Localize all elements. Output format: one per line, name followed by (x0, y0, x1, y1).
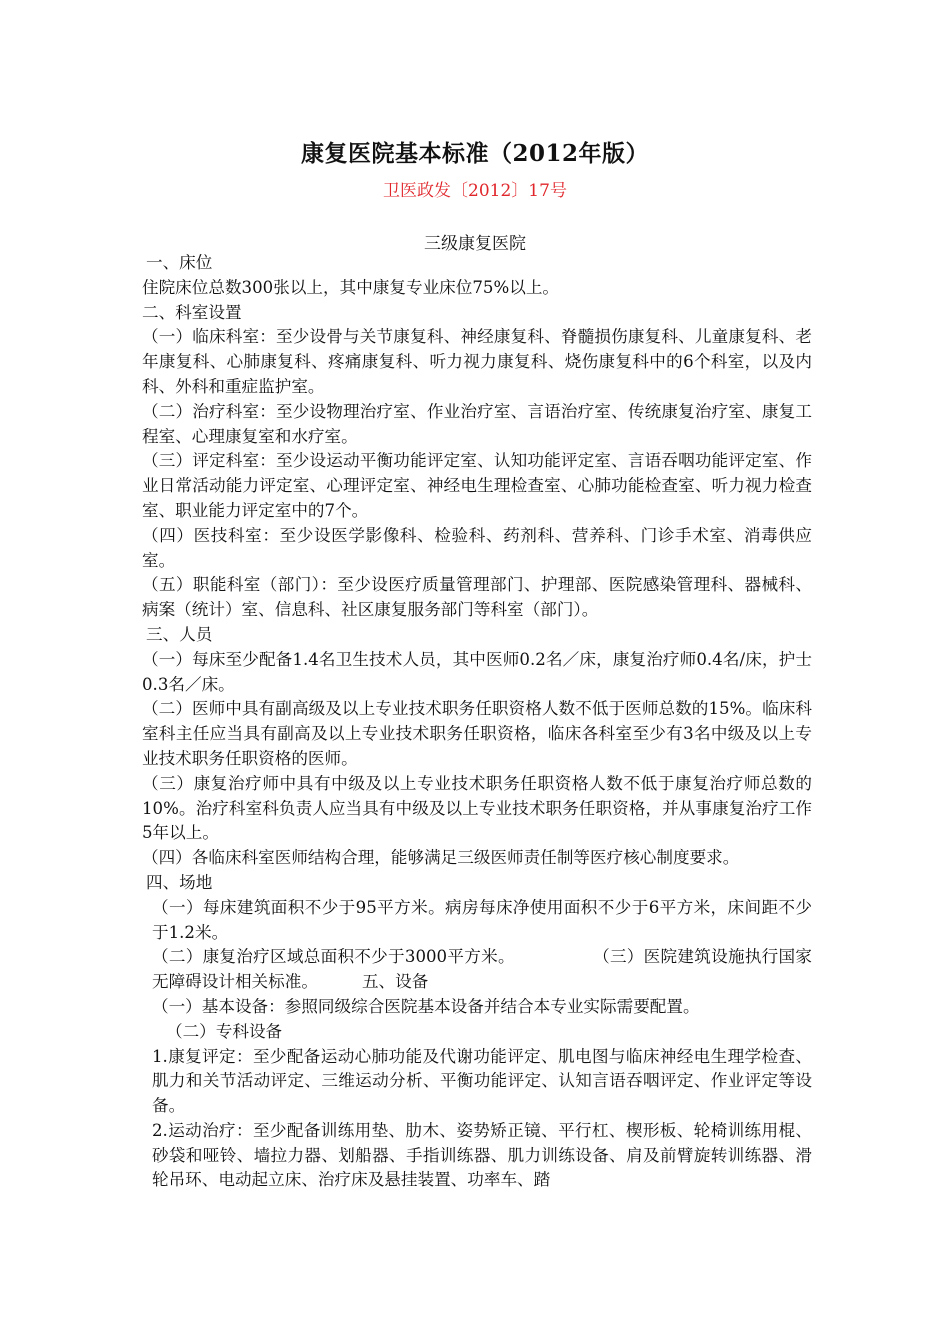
paragraph: （一）每床至少配备1.4名卫生技术人员，其中医师0.2名／床，康复治疗师0.4名/床，护士0.3名／床。 (142, 649, 812, 694)
paragraph: 2.运动治疗：至少配备训练用垫、肋木、姿势矫正镜、平行杠、楔形板、轮椅训练用棍、砂袋和哑铃、墙拉力器、划船器、手指训练器、肌力训练设备、肩及前臂旋转训练器、滑轮吊环、电动起立床、治疗床及悬挂装置、功率车、踏 (152, 1120, 812, 1190)
heading-departments: 二、科室设置 (142, 302, 242, 322)
heading-beds: 一、床位 (146, 253, 213, 272)
paragraph: （三）康复治疗师中具有中级及以上专业技术职务任职资格人数不低于康复治疗师总数的10%。治疗科室科负责人应当具有中级及以上专业技术职务任职资格，并从事康复治疗工作5年以上。 (142, 773, 812, 843)
paragraph: （二）治疗科室：至少设物理治疗室、作业治疗室、言语治疗室、传统康复治疗室、康复工程室、心理康复室和水疗室。 (142, 401, 812, 446)
paragraph: （四）医技科室：至少设医学影像科、检验科、药剂科、营养科、门诊手术室、消毒供应室。 (142, 525, 812, 570)
document-body (142, 251, 812, 1193)
paragraph: 1.康复评定：至少配备运动心肺功能及代谢功能评定、肌电图与临床神经电生理学检查、肌力和关节活动评定、三维运动分析、平衡功能评定、认知言语吞咽评定、作业评定等设备。 (152, 1046, 812, 1116)
heading-personnel: 三、人员 (146, 624, 213, 644)
paragraph: （一）每床建筑面积不少于95平方米。病房每床净使用面积不少于6平方米，床间距不少于1.2米。 (152, 897, 812, 942)
heading-equipment: 五、设备 (361, 972, 429, 992)
paragraph (142, 945, 812, 995)
paragraph-part: （三）医院建筑设施执行国家无障碍设计相关标准。 (152, 947, 812, 992)
paragraph: （四）各临床科室医师结构合理，能够满足三级医师责任制等医疗核心制度要求。 (142, 848, 740, 868)
document-title: 康复医院基本标准（2012年版） (300, 140, 649, 167)
paragraph: （二）专科设备 (166, 1021, 283, 1041)
paragraph: （五）职能科室（部门）：至少设医疗质量管理部门、护理部、医院感染管理科、器械科、病案（统计）室、信息科、社区康复服务部门等科室（部门）。 (142, 575, 812, 620)
paragraph: （一）临床科室：至少设骨与关节康复科、神经康复科、脊髓损伤康复科、儿童康复科、老年康复科、心肺康复科、疼痛康复科、听力视力康复科、烧伤康复科中的6个科室，以及内科、外科和重症监护室。 (142, 327, 812, 396)
document-number: 卫医政发〔2012〕17号 (383, 181, 567, 201)
paragraph: 住院床位总数300张以上，其中康复专业床位75%以上。 (142, 277, 560, 297)
paragraph: （三）评定科室：至少设运动平衡功能评定室、认知功能评定室、言语吞咽功能评定室、作业日常活动能力评定室、心理评定室、神经电生理检查室、心肺功能检查室、听力视力检查室、职业能力评定室中的7个。 (142, 451, 812, 520)
paragraph-part: （二）康复治疗区域总面积不少于3000平方米。 (152, 947, 515, 967)
paragraph: （一）基本设备：参照同级综合医院基本设备并结合本专业实际需要配置。 (152, 996, 700, 1016)
heading-site: 四、场地 (146, 872, 213, 892)
section-title: 三级康复医院 (424, 234, 526, 254)
paragraph: （二）医师中具有副高级及以上专业技术职务任职资格人数不低于医师总数的15%。临床科室科主任应当具有副高及以上专业技术职务任职资格，临床各科室至少有3名中级及以上专业技术职务任职资格的医师。 (142, 699, 812, 768)
